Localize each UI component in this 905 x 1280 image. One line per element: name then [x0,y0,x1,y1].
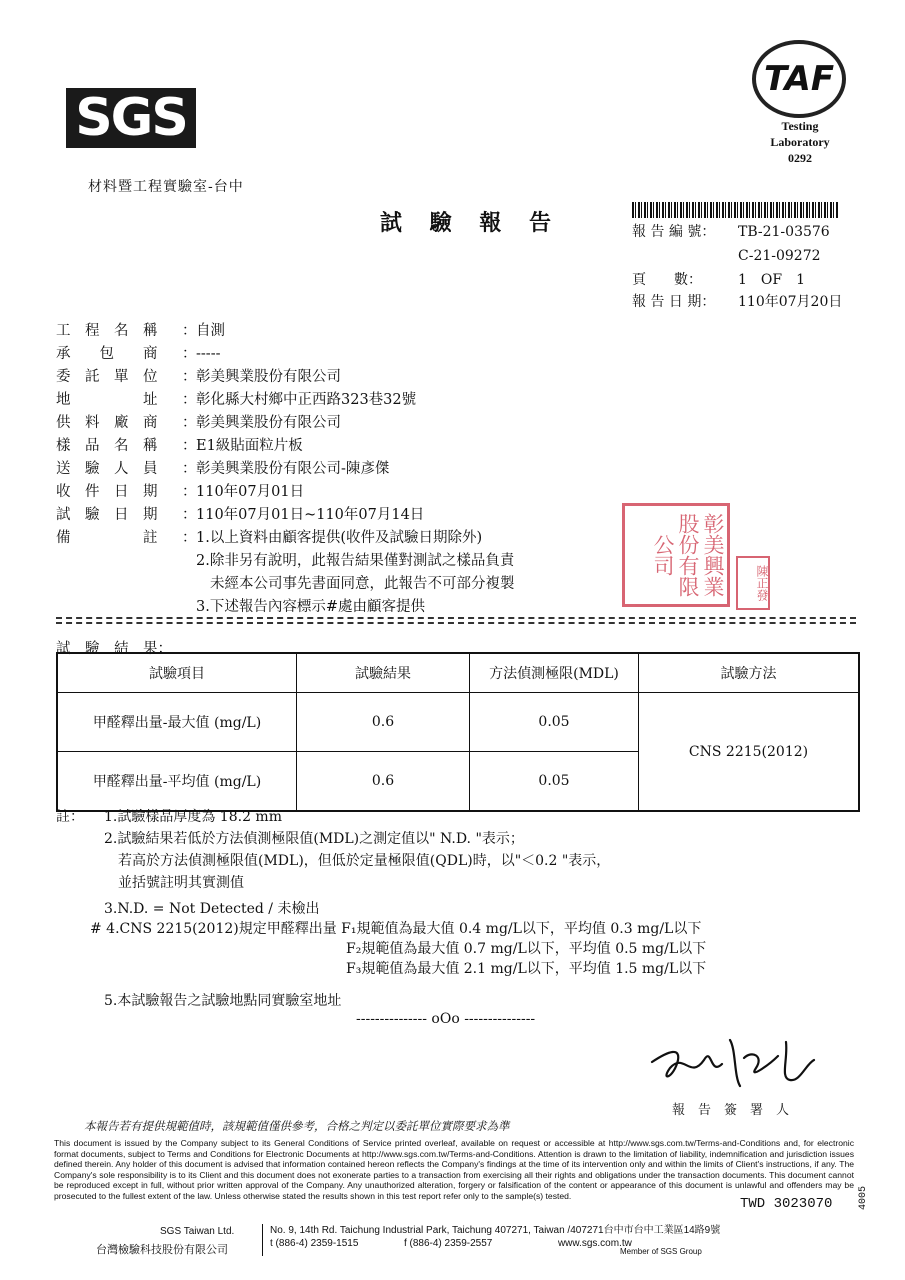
note-4a: # 4.CNS 2215(2012)規定甲醛釋出量 F₁規範值為最大值 0.4 mg/L以下，平均值 0.3 mg/L以下 [90,921,702,937]
note-1: 1.試驗樣品厚度為 18.2 mm [104,809,282,825]
notes-label: 註： [56,809,84,825]
info-value: 自測 [196,323,225,339]
info-value: 1.以上資料由顧客提供(收件及試驗日期除外) [196,530,483,546]
lab-name: 材料暨工程實驗室-台中 [88,179,244,195]
separator-line [56,622,856,624]
side-code: 4005 [858,1186,869,1211]
info-row: 工 程 名 稱 ：自測 [56,320,225,342]
info-value: 彰美興業股份有限公司-陳彥傑 [196,461,390,477]
remark-line: 3.下述報告內容標示#處由顧客提供 [196,599,425,615]
page-label: 頁 數： [632,272,702,288]
cell-method: CNS 2215(2012) [639,693,860,812]
info-label: 收 件 日 期 [56,484,158,500]
info-row: 收 件 日 期 ：110年07月01日 [56,481,304,503]
end-mark: --------------- oOo --------------- [356,1011,536,1027]
cell-result: 0.6 [297,693,470,752]
report-date-value: 110年07月20日 [738,294,843,310]
results-section-label: 試 驗 結 果： [56,641,172,657]
info-row: 地 址 ：彰化縣大村鄉中正西路323巷32號 [56,389,416,411]
info-label: 送 驗 人 員 [56,461,158,477]
fax-number: f (886-4) 2359-2557 [403,1238,493,1249]
company-seal: 彰美興業股份有限公司 [622,503,730,607]
info-row: 備 註 ：1.以上資料由顧客提供(收件及試驗日期除外) [56,527,482,549]
info-row: 委 託 單 位 ：彰美興業股份有限公司 [56,366,341,388]
cell-mdl: 0.05 [470,693,639,752]
website-link[interactable]: www.sgs.com.tw [557,1238,632,1249]
report-number-label: 報 告 編 號： [632,224,716,240]
taf-logo: TAF [752,40,846,118]
page-value: 1 OF 1 [738,272,806,288]
note-3: 3.N.D. = Not Detected / 未檢出 [104,901,320,917]
footer-divider [262,1224,263,1256]
personal-seal: 陳正發 [736,556,770,610]
col-header-mdl: 方法偵測極限(MDL) [470,653,639,693]
taf-caption-line2: 0292 [788,151,812,165]
note-2b: 若高於方法偵測極限值(MDL)，但低於定量極限值(QDL)時，以"＜0.2 "表示， [118,853,611,869]
report-number-1: TB-21-03576 [738,224,830,240]
note-5: 5.本試驗報告之試驗地點同實驗室地址 [104,993,342,1009]
note-4c: F₃規範值為最大值 2.1 mg/L以下，平均值 1.5 mg/L以下 [346,961,707,977]
info-value: 彰美興業股份有限公司 [196,369,341,385]
disclaimer-text: This document is issued by the Company subject to its General Conditions of Service printed overleaf, available on request or accessible at http://www.sgs.com.tw/Terms-and-Conditions and, for electronic format documents, subject to Terms and Conditions for Electronic Documents at http://www.sgs.com.tw/Terms-and-Conditions. Attention is drawn to the limitation of liability, indemnification and jurisdiction issues defined therein. Any holder of this document is advised that information contained hereon reflects the Company's findings at the time of its intervention only and within the limits of Client's instructions, if any. The Company's sole responsibility is to its Client and this document does not exonerate parties to a transaction from exercising all their rights and obligations under the transaction documents. This document cannot be reproduced except in full, without prior written approval of the Company. Any unauthorized alteration, forgery or falsification of the content or appearance of this document is unlawful and offenders may be prosecuted to the fullest extent of the law. Unless otherwise stated the results shown in this test report refer only to the sample(s) tested. [54,1138,854,1201]
info-value: 110年07月01日 [196,484,305,500]
separator-line [56,617,856,619]
table-row [57,693,859,752]
info-label: 樣 品 名 稱 [56,438,158,454]
results-table [56,652,860,812]
info-label: 委 託 單 位 [56,369,158,385]
info-value: E1級貼面粒片板 [196,438,303,454]
taf-caption-line1: Testing Laboratory [770,119,830,149]
company-name-en: SGS Taiwan Ltd. [160,1226,235,1237]
info-label: 供 料 廠 商 [56,415,158,431]
info-label: 試 驗 日 期 [56,507,158,523]
col-header-item: 試驗項目 [57,653,297,693]
report-title: 試 驗 報 告 [380,210,561,236]
phone-number: t (886-4) 2359-1515 [270,1238,359,1249]
member-note: Member of SGS Group [620,1247,702,1256]
taf-caption [752,118,848,166]
info-label: 承 包 商 [56,346,158,362]
info-row: 試 驗 日 期 ：110年07月01日~110年07月14日 [56,504,424,526]
info-label: 地 址 [56,392,158,408]
cell-item: 甲醛釋出量-平均值 (mg/L) [57,752,297,812]
cell-result: 0.6 [297,752,470,812]
info-row: 承 包 商 ：----- [56,343,221,365]
info-value: ----- [196,346,221,362]
cell-mdl: 0.05 [470,752,639,812]
signatory-label: 報 告 簽 署 人 [672,1103,790,1118]
info-label: 備 註 [56,530,158,546]
remark-line: 2.除非另有說明，此報告結果僅對測試之樣品負責 [196,553,515,569]
info-value: 110年07月01日~110年07月14日 [196,507,425,523]
barcode [632,202,838,218]
note-2c: 並括號註明其實測值 [118,875,244,891]
col-header-result: 試驗結果 [297,653,470,693]
spec-note: 本報告若有提供規範值時，該規範值僅供參考，合格之判定以委託單位實際要求為準 [84,1119,510,1133]
col-header-method: 試驗方法 [639,653,860,693]
company-name-zh: 台灣檢驗科技股份有限公司 [96,1243,228,1256]
sgs-logo: SGS [66,88,196,148]
info-row: 供 料 廠 商 ：彰美興業股份有限公司 [56,412,341,434]
note-2a: 2.試驗結果若低於方法偵測極限值(MDL)之測定值以" N.D. "表示； [104,831,524,847]
signature-image [640,1020,830,1110]
results-header-row [57,653,859,693]
info-row: 送 驗 人 員 ：彰美興業股份有限公司-陳彥傑 [56,458,389,480]
remark-line: 未經本公司事先書面同意，此報告不可部分複製 [210,576,515,592]
report-number-2: C-21-09272 [738,248,821,264]
serial-number: TWD 3023070 [740,1196,833,1212]
report-date-label: 報 告 日 期： [632,294,716,310]
info-value: 彰美興業股份有限公司 [196,415,341,431]
company-address: No. 9, 14th Rd. Taichung Industrial Park, Taichung 407271, Taiwan /407271台中市台中工業區14路9號 [270,1225,721,1236]
info-value: 彰化縣大村鄉中正西路323巷32號 [196,392,417,408]
note-4b: F₂規範值為最大值 0.7 mg/L以下，平均值 0.5 mg/L以下 [346,941,707,957]
info-label: 工 程 名 稱 [56,323,158,339]
cell-item: 甲醛釋出量-最大值 (mg/L) [57,693,297,752]
info-row: 樣 品 名 稱 ：E1級貼面粒片板 [56,435,303,457]
